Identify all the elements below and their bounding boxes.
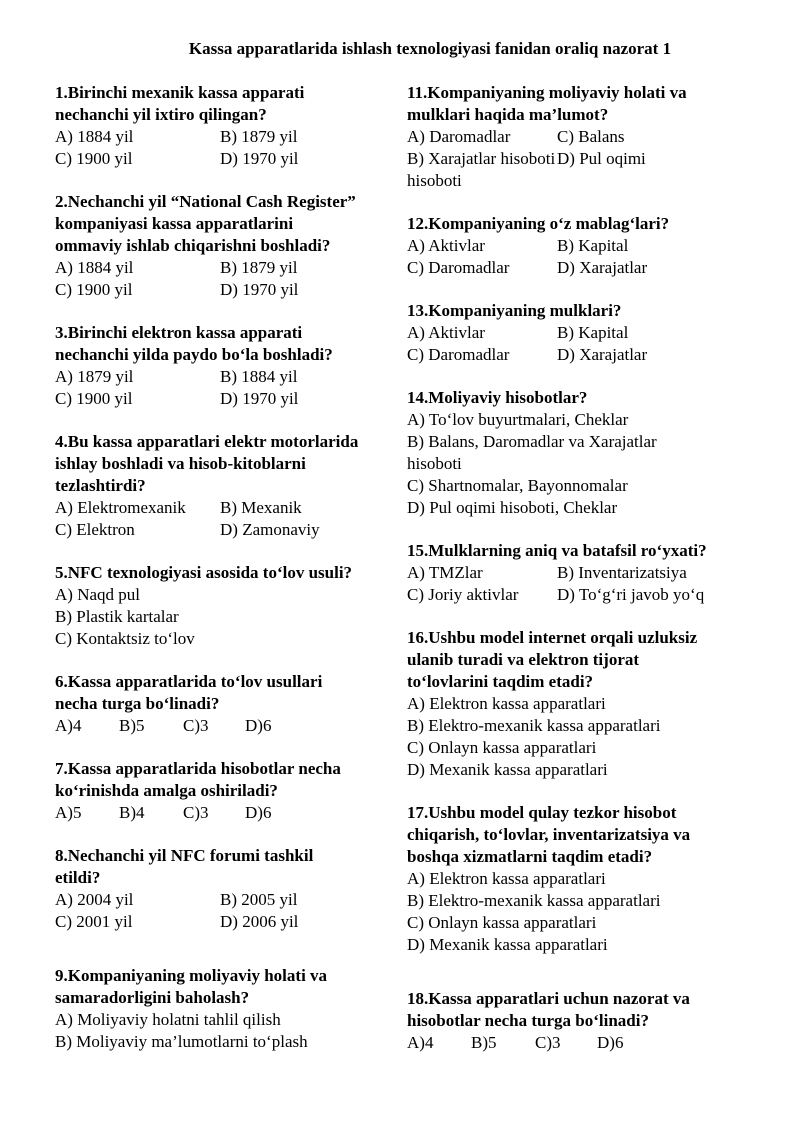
answer-line (407, 453, 757, 475)
answer-line (407, 562, 757, 584)
answer-option: C) 1900 yil (55, 280, 133, 299)
question-block (55, 758, 400, 824)
question-block (407, 540, 757, 606)
answer-option: A) TMZlar (407, 563, 483, 582)
answer-option: A) Aktivlar (407, 323, 485, 342)
answer-option: D)6 (245, 716, 272, 735)
answer-option: hisoboti (407, 171, 462, 190)
answer-option: D) Pul oqimi (557, 149, 646, 168)
answer-option: A) Daromadlar (407, 127, 511, 146)
right-question-column (407, 82, 757, 1075)
answer-line (407, 737, 757, 759)
answer-option: A)4 (55, 716, 82, 735)
answer-option: B) Xarajatlar hisoboti (407, 149, 556, 168)
answer-line (55, 497, 400, 519)
answer-option: B)4 (119, 803, 145, 822)
answer-option: D) 1970 yil (220, 389, 299, 408)
answer-option: C) Elektron (55, 520, 135, 539)
answer-option: D) Mexanik kassa apparatlari (407, 935, 608, 954)
question-block (55, 965, 400, 1053)
answer-option: A) 1884 yil (55, 127, 134, 146)
question-text: 1.Birinchi mexanik kassa apparati nechanchi yil ixtiro qilingan? (55, 83, 305, 124)
answer-line (407, 868, 757, 890)
answer-option: B) Elektro-mexanik kassa apparatlari (407, 891, 661, 910)
question-text: 15.Mulklarning aniq va batafsil ro‘yxati? (407, 541, 707, 560)
answer-option: D) 1970 yil (220, 149, 299, 168)
question-block (407, 387, 757, 519)
answer-option: D)6 (245, 803, 272, 822)
answer-option: C)3 (535, 1033, 561, 1052)
question-text: 18.Kassa apparatlari uchun nazorat va hisobotlar necha turga bo‘linadi? (407, 989, 690, 1030)
answer-line (55, 584, 400, 606)
question-block (407, 300, 757, 366)
answer-line (55, 279, 400, 301)
answer-option: C) Balans (557, 127, 625, 146)
answer-option: A) Elektron kassa apparatlari (407, 869, 606, 888)
answer-option: B) 2005 yil (220, 890, 298, 909)
answer-option: A) 1884 yil (55, 258, 134, 277)
question-text: 11.Kompaniyaning moliyaviy holati va mulklari haqida ma’lumot? (407, 83, 687, 124)
answer-option: D) Xarajatlar (557, 258, 648, 277)
answer-line (407, 497, 757, 519)
answer-option: B) Plastik kartalar (55, 607, 179, 626)
answer-option: C) Daromadlar (407, 258, 510, 277)
answer-line (55, 606, 400, 628)
answer-option: D) Mexanik kassa apparatlari (407, 760, 608, 779)
question-text: 8.Nechanchi yil NFC forumi tashkil etildi? (55, 846, 314, 887)
answer-option: B) Kapital (557, 236, 629, 255)
answer-option: hisoboti (407, 454, 462, 473)
question-block (407, 213, 757, 279)
answer-option: D) 2006 yil (220, 912, 299, 931)
answer-line (55, 715, 400, 737)
answer-line (55, 889, 400, 911)
question-text: 4.Bu kassa apparatlari elektr motorlarida ishlay boshladi va hisob-kitoblarni tezlashtirdi? (55, 432, 359, 495)
question-text: 13.Kompaniyaning mulklari? (407, 301, 622, 320)
answer-option: C) 2001 yil (55, 912, 133, 931)
answer-option: B) Elektro-mexanik kassa apparatlari (407, 716, 661, 735)
answer-option: B) Moliyaviy ma’lumotlarni to‘plash (55, 1032, 308, 1051)
answer-option: B)5 (471, 1033, 497, 1052)
answer-line (407, 148, 757, 170)
question-text: 16.Ushbu model internet orqali uzluksiz ulanib turadi va elektron tijorat to‘lovlarini taqdim etadi? (407, 628, 698, 691)
answer-option: C) Kontaktsiz to‘lov (55, 629, 195, 648)
question-block (55, 82, 400, 170)
answer-line (55, 257, 400, 279)
question-block (55, 322, 400, 410)
question-text: 6.Kassa apparatlarida to‘lov usullari necha turga bo‘linadi? (55, 672, 323, 713)
answer-option: A) Elektron kassa apparatlari (407, 694, 606, 713)
answer-option: A) To‘lov buyurtmalari, Cheklar (407, 410, 629, 429)
answer-option: B) Kapital (557, 323, 629, 342)
page-title: Kassa apparatlarida ishlash texnologiyasi fanidan oraliq nazorat 1 (188, 39, 672, 58)
answer-line (407, 431, 757, 453)
answer-option: B) Mexanik (220, 498, 302, 517)
answer-line (407, 257, 757, 279)
question-block (407, 82, 757, 192)
answer-option: A) 2004 yil (55, 890, 134, 909)
answer-option: B) Inventarizatsiya (557, 563, 687, 582)
question-text: 9.Kompaniyaning moliyaviy holati va samaradorligini baholash? (55, 966, 328, 1007)
answer-option: B) 1879 yil (220, 258, 298, 277)
answer-option: A) Elektromexanik (55, 498, 186, 517)
answer-option: C) 1900 yil (55, 149, 133, 168)
answer-line (407, 344, 757, 366)
answer-option: B) 1879 yil (220, 127, 298, 146)
answer-line (55, 802, 400, 824)
answer-option: C)3 (183, 803, 209, 822)
answer-option: D) To‘g‘ri javob yo‘q (557, 585, 705, 604)
answer-line (407, 126, 757, 148)
answer-option: B) 1884 yil (220, 367, 298, 386)
answer-line (407, 235, 757, 257)
question-block (55, 191, 400, 301)
answer-option: A) 1879 yil (55, 367, 134, 386)
answer-line (407, 715, 757, 737)
question-text: 2.Nechanchi yil “National Cash Register” kompaniyasi kassa apparatlarini ommaviy ishlab chiqarishni boshladi? (55, 192, 356, 255)
answer-line (55, 366, 400, 388)
answer-line (407, 934, 757, 956)
answer-option: A)5 (55, 803, 82, 822)
answer-line (407, 322, 757, 344)
answer-line (407, 759, 757, 781)
answer-option: A) Naqd pul (55, 585, 140, 604)
answer-line (407, 409, 757, 431)
question-text: 14.Moliyaviy hisobotlar? (407, 388, 588, 407)
answer-option: D)6 (597, 1033, 624, 1052)
answer-line (407, 475, 757, 497)
question-text: 17.Ushbu model qulay tezkor hisobot chiqarish, to‘lovlar, inventarizatsiya va boshqa xizmatlarni taqdim etadi? (407, 803, 691, 866)
question-block (55, 845, 400, 933)
answer-option: C) Daromadlar (407, 345, 510, 364)
answer-option: B)5 (119, 716, 145, 735)
answer-option: D) Pul oqimi hisoboti, Cheklar (407, 498, 618, 517)
answer-option: C) Joriy aktivlar (407, 585, 519, 604)
question-block (55, 431, 400, 541)
answer-line (55, 126, 400, 148)
question-block (407, 802, 757, 956)
answer-line (55, 148, 400, 170)
answer-line (407, 170, 757, 192)
answer-option: A) Moliyaviy holatni tahlil qilish (55, 1010, 281, 1029)
answer-line (55, 388, 400, 410)
question-text: 5.NFC texnologiyasi asosida to‘lov usuli? (55, 563, 353, 582)
answer-line (55, 628, 400, 650)
answer-option: D) 1970 yil (220, 280, 299, 299)
answer-option: D) Xarajatlar (557, 345, 648, 364)
answer-line (407, 912, 757, 934)
question-text: 7.Kassa apparatlarida hisobotlar necha ko‘rinishda amalga oshiriladi? (55, 759, 341, 800)
question-block (407, 988, 757, 1054)
answer-line (55, 1009, 400, 1031)
answer-option: D) Zamonaviy (220, 520, 320, 539)
answer-option: C) Onlayn kassa apparatlari (407, 738, 597, 757)
question-block (55, 671, 400, 737)
answer-option: C) Onlayn kassa apparatlari (407, 913, 597, 932)
answer-line (55, 911, 400, 933)
answer-line (407, 1032, 757, 1054)
answer-option: A) Aktivlar (407, 236, 485, 255)
answer-line (407, 693, 757, 715)
answer-line (55, 519, 400, 541)
question-block (55, 562, 400, 650)
answer-option: A)4 (407, 1033, 434, 1052)
answer-line (407, 890, 757, 912)
question-block (407, 627, 757, 781)
answer-line (55, 1031, 400, 1053)
answer-option: C)3 (183, 716, 209, 735)
left-question-column (55, 82, 400, 1074)
answer-line (407, 584, 757, 606)
answer-option: C) 1900 yil (55, 389, 133, 408)
question-text: 3.Birinchi elektron kassa apparati nechanchi yilda paydo bo‘la boshladi? (55, 323, 333, 364)
answer-option: B) Balans, Daromadlar va Xarajatlar (407, 432, 657, 451)
answer-option: C) Shartnomalar, Bayonnomalar (407, 476, 628, 495)
question-text: 12.Kompaniyaning o‘z mablag‘lari? (407, 214, 670, 233)
